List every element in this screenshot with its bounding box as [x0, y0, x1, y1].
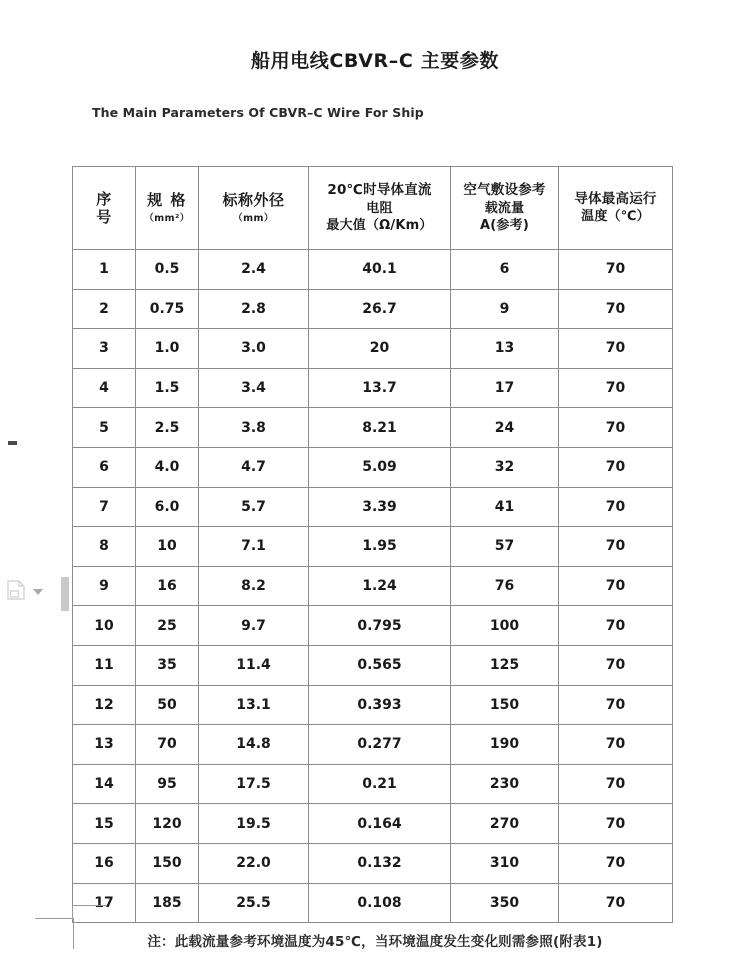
cell-sequence: 15: [73, 804, 136, 844]
column-header-max-temperature-line2: 温度（℃）: [581, 209, 650, 225]
cell-max-temperature: 70: [559, 329, 673, 369]
cell-spec: 25: [136, 606, 199, 646]
cell-dc-resistance: 0.164: [309, 804, 451, 844]
cell-sequence: 17: [73, 883, 136, 923]
cell-max-temperature: 70: [559, 764, 673, 804]
chevron-down-icon[interactable]: [33, 589, 43, 595]
column-header-current-capacity-line1: 空气敷设参考: [463, 182, 546, 199]
table-row: [73, 566, 673, 606]
cell-outer-diameter: 13.1: [199, 685, 309, 725]
column-header-outer-diameter-label: 标称外径: [222, 191, 285, 210]
cell-dc-resistance: 0.795: [309, 606, 451, 646]
table-row: [73, 329, 673, 369]
column-header-sequence-line1: 序: [96, 189, 112, 208]
table-row: [73, 725, 673, 765]
page-subtitle: The Main Parameters Of CBVR–C Wire For Ship: [92, 105, 424, 120]
cell-sequence: 10: [73, 606, 136, 646]
table-header-row: [73, 167, 673, 250]
page-title: 船用电线CBVR–C 主要参数: [250, 50, 500, 72]
cell-outer-diameter: 2.4: [199, 250, 309, 290]
table-body: [73, 250, 673, 923]
cell-max-temperature: 70: [559, 250, 673, 290]
table-row: [73, 843, 673, 883]
table-row: [73, 804, 673, 844]
cell-sequence: 5: [73, 408, 136, 448]
cell-outer-diameter: 17.5: [199, 764, 309, 804]
cell-current-capacity: 230: [451, 764, 559, 804]
cell-sequence: 2: [73, 289, 136, 329]
cell-spec: 0.5: [136, 250, 199, 290]
cell-outer-diameter: 2.8: [199, 289, 309, 329]
cell-current-capacity: 190: [451, 725, 559, 765]
cell-spec: 1.0: [136, 329, 199, 369]
table-row: [73, 606, 673, 646]
cell-max-temperature: 70: [559, 725, 673, 765]
crop-corner-marker-secondary: [72, 905, 107, 920]
cell-current-capacity: 350: [451, 883, 559, 923]
cell-max-temperature: 70: [559, 804, 673, 844]
cell-outer-diameter: 9.7: [199, 606, 309, 646]
paste-icon: [6, 578, 26, 602]
table-row: [73, 289, 673, 329]
cell-sequence: 14: [73, 764, 136, 804]
crop-corner-marker: [35, 918, 74, 949]
cell-outer-diameter: 3.8: [199, 408, 309, 448]
cell-outer-diameter: 3.0: [199, 329, 309, 369]
cell-max-temperature: 70: [559, 487, 673, 527]
cell-sequence: 1: [73, 250, 136, 290]
cell-spec: 185: [136, 883, 199, 923]
table-row: [73, 250, 673, 290]
column-header-max-temperature: [559, 167, 673, 250]
cell-outer-diameter: 3.4: [199, 368, 309, 408]
column-header-spec-label: 规 格: [147, 191, 187, 210]
cell-spec: 70: [136, 725, 199, 765]
cell-max-temperature: 70: [559, 408, 673, 448]
cell-current-capacity: 150: [451, 685, 559, 725]
cell-spec: 6.0: [136, 487, 199, 527]
cell-sequence: 7: [73, 487, 136, 527]
cell-dc-resistance: 40.1: [309, 250, 451, 290]
cell-max-temperature: 70: [559, 883, 673, 923]
cell-dc-resistance: 20: [309, 329, 451, 369]
table-row: [73, 527, 673, 567]
cell-dc-resistance: 1.95: [309, 527, 451, 567]
cell-dc-resistance: 3.39: [309, 487, 451, 527]
scan-artifact-dash: [8, 441, 17, 445]
cell-sequence: 16: [73, 843, 136, 883]
table-row: [73, 408, 673, 448]
cell-dc-resistance: 0.132: [309, 843, 451, 883]
cell-dc-resistance: 0.277: [309, 725, 451, 765]
cell-sequence: 8: [73, 527, 136, 567]
cell-spec: 16: [136, 566, 199, 606]
cell-current-capacity: 76: [451, 566, 559, 606]
cell-dc-resistance: 8.21: [309, 408, 451, 448]
cell-sequence: 6: [73, 447, 136, 487]
cell-spec: 10: [136, 527, 199, 567]
footnote: 注：此载流量参考环境温度为45℃，当环境温度发生变化则需参照(附表1): [147, 934, 603, 950]
cell-spec: 1.5: [136, 368, 199, 408]
column-header-outer-diameter-unit: （mm）: [233, 212, 274, 224]
scan-artifact-tab: [61, 577, 69, 611]
cell-spec: 120: [136, 804, 199, 844]
cell-dc-resistance: 13.7: [309, 368, 451, 408]
column-header-max-temperature-line1: 导体最高运行: [574, 191, 657, 208]
cell-sequence: 13: [73, 725, 136, 765]
cell-outer-diameter: 4.7: [199, 447, 309, 487]
column-header-dc-resistance-line1: 20℃时导体直流: [327, 182, 432, 199]
cell-spec: 0.75: [136, 289, 199, 329]
cell-spec: 95: [136, 764, 199, 804]
cell-current-capacity: 24: [451, 408, 559, 448]
cell-current-capacity: 13: [451, 329, 559, 369]
cell-sequence: 3: [73, 329, 136, 369]
cell-current-capacity: 270: [451, 804, 559, 844]
cell-spec: 50: [136, 685, 199, 725]
cell-max-temperature: 70: [559, 843, 673, 883]
cell-max-temperature: 70: [559, 685, 673, 725]
cell-current-capacity: 6: [451, 250, 559, 290]
column-header-current-capacity: [451, 167, 559, 250]
cell-outer-diameter: 5.7: [199, 487, 309, 527]
table-row: [73, 685, 673, 725]
column-header-outer-diameter: [199, 167, 309, 250]
cell-outer-diameter: 8.2: [199, 566, 309, 606]
cell-dc-resistance: 1.24: [309, 566, 451, 606]
column-header-current-capacity-line3: A(参考): [480, 218, 529, 234]
column-header-current-capacity-line2: 载流量: [484, 200, 525, 216]
cell-current-capacity: 57: [451, 527, 559, 567]
cell-spec: 4.0: [136, 447, 199, 487]
cell-outer-diameter: 22.0: [199, 843, 309, 883]
cell-sequence: 11: [73, 645, 136, 685]
table-row: [73, 368, 673, 408]
cell-max-temperature: 70: [559, 527, 673, 567]
table-row: [73, 883, 673, 923]
cell-outer-diameter: 11.4: [199, 645, 309, 685]
cell-dc-resistance: 0.565: [309, 645, 451, 685]
cell-current-capacity: 310: [451, 843, 559, 883]
column-header-dc-resistance-line2: 电阻: [366, 200, 393, 216]
cell-current-capacity: 100: [451, 606, 559, 646]
column-header-spec: [136, 167, 199, 250]
table-row: [73, 645, 673, 685]
column-header-dc-resistance-line3: 最大值（Ω/Km）: [326, 218, 433, 234]
table-row: [73, 447, 673, 487]
table-header: [73, 167, 673, 250]
cell-max-temperature: 70: [559, 645, 673, 685]
cell-current-capacity: 125: [451, 645, 559, 685]
cell-outer-diameter: 25.5: [199, 883, 309, 923]
cell-spec: 2.5: [136, 408, 199, 448]
cell-current-capacity: 17: [451, 368, 559, 408]
cell-current-capacity: 41: [451, 487, 559, 527]
cell-max-temperature: 70: [559, 368, 673, 408]
cell-dc-resistance: 0.108: [309, 883, 451, 923]
cell-sequence: 4: [73, 368, 136, 408]
cell-dc-resistance: 5.09: [309, 447, 451, 487]
cell-dc-resistance: 0.393: [309, 685, 451, 725]
table-row: [73, 764, 673, 804]
cell-dc-resistance: 26.7: [309, 289, 451, 329]
cell-max-temperature: 70: [559, 606, 673, 646]
cell-sequence: 9: [73, 566, 136, 606]
cell-outer-diameter: 7.1: [199, 527, 309, 567]
cell-spec: 35: [136, 645, 199, 685]
cell-max-temperature: 70: [559, 289, 673, 329]
parameters-table: [72, 166, 673, 923]
cell-sequence: 12: [73, 685, 136, 725]
cell-outer-diameter: 14.8: [199, 725, 309, 765]
cell-spec: 150: [136, 843, 199, 883]
cell-max-temperature: 70: [559, 447, 673, 487]
table-row: [73, 487, 673, 527]
cell-current-capacity: 32: [451, 447, 559, 487]
cell-dc-resistance: 0.21: [309, 764, 451, 804]
column-header-sequence: [73, 167, 136, 250]
cell-outer-diameter: 19.5: [199, 804, 309, 844]
column-header-sequence-line2: 号: [96, 208, 112, 226]
cell-current-capacity: 9: [451, 289, 559, 329]
cell-max-temperature: 70: [559, 566, 673, 606]
column-header-spec-unit: （mm²）: [144, 212, 190, 224]
parameters-table-container: [72, 166, 672, 923]
column-header-dc-resistance: [309, 167, 451, 250]
